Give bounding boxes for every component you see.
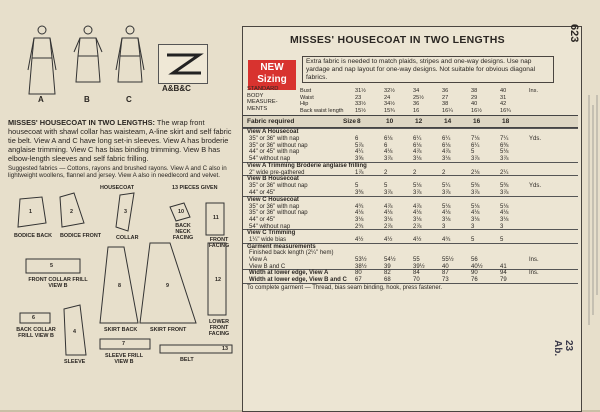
standard-measurements-label — [247, 86, 278, 112]
yardage-value: 39½ — [413, 263, 425, 270]
yardage-value: 5⅜ — [500, 183, 509, 190]
sleeve-frill-piece — [100, 339, 150, 349]
yardage-row-label: 35" or 36" with nap — [249, 203, 300, 210]
size-value: 12 — [415, 118, 423, 125]
yardage-value: 3 — [442, 223, 446, 230]
piece-skirt-front-label: SKIRT FRONT — [150, 327, 187, 333]
piece-belt-label: BELT — [180, 357, 194, 363]
yardage-value: 3⅞ — [471, 189, 480, 196]
yardage-value: 3⅞ — [413, 189, 422, 196]
yardage-value: 3⅞ — [384, 156, 393, 162]
yardage-value: 5 — [471, 149, 475, 156]
piece-back-neck-facing-label: BACK NECK FACING — [172, 223, 194, 241]
yardage-value: 3⅞ — [500, 189, 509, 196]
measurement-value: 31½ — [355, 88, 366, 94]
section-title: View A Housecoat — [247, 129, 299, 135]
piece-number-5: 5 — [50, 263, 53, 269]
section-title: View C Trimming — [247, 230, 296, 237]
yardage-value: 6¼ — [413, 135, 422, 142]
yardage-value: 5 — [500, 237, 504, 244]
yardage-value: 76 — [471, 277, 478, 283]
yardage-value: 70 — [413, 277, 420, 283]
measurement-name: Waist — [300, 94, 314, 101]
yardage-value: 6⅜ — [500, 142, 509, 149]
yardage-value: 4⅞ — [442, 149, 451, 156]
figure-view-b — [70, 24, 106, 84]
yardage-value: 38½ — [355, 263, 367, 270]
left-panel — [0, 0, 240, 410]
yardage-value: 82 — [384, 270, 391, 277]
yardage-value: 5⅛ — [500, 203, 509, 210]
yardage-value: 3 — [471, 223, 475, 230]
measurement-value: 34 — [413, 88, 420, 94]
front-collar-frill-piece — [26, 259, 80, 273]
section-divider — [243, 283, 578, 284]
yardage-value: 3⅞ — [500, 156, 509, 162]
yardage-value: 3⅝ — [355, 156, 364, 162]
measurement-value: 38 — [442, 101, 449, 107]
yardage-value: 53½ — [355, 256, 367, 263]
figure-view-a — [24, 24, 60, 96]
piece-lower-front-facing-label: LOWER FRONT FACING — [208, 319, 230, 337]
piece-number-3: 3 — [124, 209, 127, 215]
size-label: Size — [343, 118, 357, 125]
yardage-value: 3⅛ — [355, 216, 364, 223]
yardage-value: 3⅛ — [413, 216, 422, 223]
piece-number-2: 2 — [70, 209, 73, 215]
yardage-value: 4⅛ — [384, 210, 393, 217]
yardage-value: 2⅞ — [413, 223, 422, 230]
pattern-pieces — [0, 183, 240, 410]
yardage-row-label: 44" or 45" — [249, 189, 276, 196]
pieces-drawing — [0, 183, 240, 410]
piece-number-13: 13 — [222, 346, 228, 352]
yardage-value: 5¼ — [442, 183, 451, 190]
measurement-value: 40 — [500, 88, 507, 94]
description — [8, 119, 234, 164]
yardage-value: 5 — [471, 237, 475, 244]
yardage-row-label: 35" or 36" without nap — [249, 142, 308, 149]
measurement-value: 42 — [500, 101, 507, 107]
yardage-value: 6⅛ — [442, 142, 451, 149]
yardage-value: 4⅛ — [500, 210, 509, 217]
measurement-name: Bust — [300, 88, 312, 94]
yardage-value: 5⅛ — [471, 203, 480, 210]
measurement-value: 36 — [442, 88, 449, 94]
piece-collar-label: COLLAR — [116, 235, 139, 241]
yardage-value: 3⅞ — [471, 156, 480, 162]
piece-sleeve-label: SLEEVE — [64, 359, 86, 365]
yardage-value: 4⅞ — [413, 203, 422, 210]
yardage-value: 2⅛ — [471, 169, 480, 176]
yardage-value: 5 — [355, 183, 359, 190]
piece-number-9: 9 — [166, 283, 169, 289]
size-value: 10 — [386, 118, 394, 125]
view-symbol-box — [158, 44, 208, 84]
piece-sleeve-frill-label: SLEEVE FRILL VIEW B — [104, 353, 144, 365]
yardage-row-label: 1¼" wide bias — [249, 237, 287, 244]
yardage-value: 2¾ — [355, 223, 364, 230]
figure-a-label: A — [38, 95, 44, 104]
yardage-value: 5⅛ — [413, 183, 422, 190]
yardage-value: 7⅛ — [471, 135, 480, 142]
yardage-value: 3⅜ — [355, 189, 364, 196]
side-text — [585, 95, 599, 405]
piece-front-facing-label: FRONT FACING — [208, 237, 230, 249]
yardage-row-label: 44" or 45" — [249, 216, 276, 223]
size-value: 8 — [357, 118, 361, 125]
yardage-row-label: View A — [249, 256, 268, 263]
measurement-value: 31 — [500, 94, 507, 101]
section-title: View A Trimming Broderie anglaise frilling — [247, 162, 367, 169]
yardage-value: 2¼ — [500, 169, 509, 176]
measurement-value: 36 — [413, 101, 420, 107]
complete-garment-note: To complete garment — Thread, bias seam binding, hook, press fastener. — [247, 284, 442, 291]
yardage-value: 4⅛ — [384, 149, 393, 156]
description-heading: MISSES' HOUSECOAT IN TWO LENGTHS: — [8, 118, 155, 127]
yardage-unit: Yds. — [529, 183, 542, 190]
size-value: 16 — [473, 118, 481, 125]
yardage-value: 4½ — [413, 237, 422, 244]
yardage-value: 5⅛ — [442, 203, 451, 210]
yardage-value: 3⅛ — [471, 216, 480, 223]
yardage-value: 4⅞ — [384, 203, 393, 210]
yardage-value: 90 — [471, 270, 478, 277]
pieces-given: 13 PIECES GIVEN — [172, 185, 218, 191]
measurement-value: 25½ — [413, 94, 424, 101]
yardage-value: 4⅛ — [442, 210, 451, 217]
bodice-back-piece — [18, 197, 46, 227]
yardage-row-label: 35" or 36" with nap — [249, 135, 300, 142]
yardage-value: 56 — [471, 256, 478, 263]
yardage-row-label: Width at lower edge, View A — [249, 270, 329, 277]
piece-skirt-back-label: SKIRT BACK — [104, 327, 138, 333]
yardage-value: 4¼ — [355, 149, 364, 156]
yardage-value: 3⅛ — [442, 156, 451, 162]
measurement-value: 33½ — [355, 101, 366, 107]
yardage-value: 2 — [384, 169, 388, 176]
yardage-value: 4⅞ — [413, 149, 422, 156]
garment-title: Garment measurements — [247, 243, 316, 250]
measurement-value: 15¾ — [384, 107, 395, 114]
piece-number-12: 12 — [215, 277, 221, 283]
badge-line-2: Sizing — [257, 74, 287, 85]
yardage-value: 6¼ — [442, 135, 451, 142]
yardage-value: 2⅞ — [384, 223, 393, 230]
fabric-required-label: Fabric required — [247, 118, 295, 125]
measurement-value: 29 — [471, 94, 478, 101]
section-title: View C Housecoat — [247, 196, 299, 203]
yardage-value: 94 — [500, 270, 507, 277]
yardage-value: 84 — [413, 270, 420, 277]
yardage-value: 3⅛ — [413, 156, 422, 162]
yardage-unit: Yds. — [529, 135, 542, 142]
piece-bodice-front-label: BODICE FRONT — [60, 233, 102, 239]
chart-title: MISSES' HOUSECOAT IN TWO LENGTHS — [290, 34, 505, 46]
measurement-value: 40 — [471, 101, 478, 107]
yardage-value: 73 — [442, 277, 449, 283]
size-header — [243, 115, 578, 128]
yardage-value: 5 — [384, 183, 388, 190]
suggested-fabrics: Suggested fabrics — Cottons, rayons and brushed rayons. View A and C also in lightweight woollens, flannel and jersey. View A also in needlecord and velvet. — [8, 165, 227, 180]
measurement-value: 38 — [471, 88, 478, 94]
fabric-note: Extra fabric is needed to match plaids, stripes and one-way designs. Use nap yardage and nap layout for one-way designs. Not suitable for obvious diagonal fabrics. — [302, 56, 554, 83]
description-body: The wrap front housecoat with shawl collar has waisteam, A-line skirt and self fabric tie belt. View A and C have long set-in sleeves. View A has broderie anglaise trimming. View C has bias binding trimming. View B has elbow-length sleeves and self fabric frilling. — [8, 118, 232, 163]
yardage-value: 4½ — [384, 237, 393, 244]
meas-label-line: BODY — [247, 92, 264, 99]
view-symbol-label: A&B&C — [162, 84, 191, 93]
piece-number-1: 1 — [29, 209, 32, 215]
measurement-value: 16¼ — [442, 107, 453, 114]
yardage-value: 3⅛ — [384, 216, 393, 223]
meas-label-line: STANDARD — [247, 86, 279, 92]
yardage-value: 6 — [355, 135, 359, 142]
section-title: View B Housecoat — [247, 176, 299, 183]
measurement-value: 24 — [384, 94, 391, 101]
size-value: 18 — [502, 118, 510, 125]
yardage-value: 5⅞ — [355, 142, 364, 149]
measurement-name: Hip — [300, 101, 309, 107]
price-stamp: 23 Ab. — [552, 340, 574, 357]
yardage-value: 4⅛ — [413, 210, 422, 217]
yardage-value: 5⅜ — [471, 183, 480, 190]
yardage-value: 4½ — [355, 237, 364, 244]
garment-subtitle: Finished back length (2¼" hem) — [249, 250, 334, 257]
yardage-value: 7¼ — [500, 135, 509, 142]
yardage-value: 3 — [500, 223, 504, 230]
measurement-value: 16½ — [471, 107, 482, 114]
piece-number-4: 4 — [73, 329, 76, 335]
yardage-row-label: 2" wide pre-gathered — [249, 169, 305, 176]
measurement-value: 27 — [442, 94, 449, 101]
yardage-value: 6⅛ — [384, 135, 393, 142]
yardage-value: 4¾ — [355, 203, 364, 210]
yardage-value: 55 — [413, 256, 420, 263]
badge-line-1: NEW — [260, 62, 284, 73]
yardage-value: 4⅛ — [471, 210, 480, 217]
measurement-name: Back waist length — [300, 107, 344, 114]
piece-number-6: 6 — [32, 315, 35, 321]
yardage-row-label: 54" without nap — [249, 223, 291, 230]
yardage-value: 3⅞ — [442, 189, 451, 196]
meas-label-line: MENTS — [247, 105, 268, 112]
yardage-value: 5⅛ — [500, 149, 509, 156]
piece-back-collar-frill-label: BACK COLLAR FRILL VIEW B — [16, 327, 56, 339]
yardage-value: 2 — [413, 169, 417, 176]
yardage-value: 40 — [442, 263, 449, 270]
yardage-unit: Ins. — [529, 270, 539, 277]
yardage-row-label: Width at lower edge, View B and C — [249, 277, 347, 283]
yardage-value: 54½ — [384, 256, 396, 263]
yardage-value: 55½ — [442, 256, 454, 263]
yardage-value: 87 — [442, 270, 449, 277]
piece-number-7: 7 — [122, 341, 125, 347]
measurement-value: 16 — [413, 107, 420, 114]
yardage-unit: Ins. — [529, 256, 539, 263]
yardage-value: 6⅛ — [413, 142, 422, 149]
yardage-row-label: View B and C — [249, 263, 286, 270]
measurement-value: 16¾ — [500, 107, 511, 114]
yardage-value: 1⅞ — [355, 169, 364, 176]
view-symbol-icon — [159, 45, 207, 83]
yardage-value: 67 — [355, 277, 362, 283]
yardage-value: 2 — [442, 169, 446, 176]
measurement-value: 23 — [355, 94, 362, 101]
yardage-value: 41 — [500, 263, 507, 270]
size-value: 14 — [444, 118, 452, 125]
piece-number-11: 11 — [213, 215, 219, 221]
yardage-row-label: 54" without nap — [249, 156, 291, 162]
pieces-header: HOUSECOAT — [100, 185, 135, 191]
meas-label-line: MEASURE- — [247, 99, 278, 106]
piece-front-collar-frill-label: FRONT COLLAR FRILL VIEW B — [28, 277, 88, 289]
measurement-value: 34½ — [384, 101, 395, 107]
piece-bodice-back-label: BODICE BACK — [14, 233, 53, 239]
yardage-value: 79 — [500, 277, 507, 283]
yardage-value: 3⅞ — [384, 189, 393, 196]
yardage-value: 68 — [384, 277, 391, 283]
measurement-value: 15½ — [355, 107, 366, 114]
pattern-number: 623 — [568, 24, 580, 43]
yardage-row-label: 35" or 36" without nap — [249, 183, 308, 190]
yardage-value: 3⅛ — [500, 216, 509, 223]
measurement-value: 32½ — [384, 88, 395, 94]
yardage-value: 40½ — [471, 263, 483, 270]
yardage-value: 6 — [384, 142, 388, 149]
measurement-unit: Ins. — [529, 88, 539, 94]
figure-b-label: B — [84, 95, 90, 104]
piece-number-10: 10 — [178, 209, 184, 215]
figure-view-c — [112, 24, 148, 84]
yardage-value: 80 — [355, 270, 362, 277]
figure-c-label: C — [126, 95, 132, 104]
yardage-row-label: 44" or 45" with nap — [249, 149, 300, 156]
piece-number-8: 8 — [118, 283, 121, 289]
back-collar-frill-piece — [20, 313, 50, 323]
yardage-value: 6¼ — [471, 142, 480, 149]
yardage-value: 4⅛ — [355, 210, 364, 217]
yardage-value: 39 — [384, 263, 391, 270]
side-print-decoration — [585, 95, 599, 405]
yardage-value: 3⅛ — [442, 216, 451, 223]
yardage-value: 4¾ — [442, 237, 451, 244]
yardage-row-label: 35" or 36" without nap — [249, 210, 308, 217]
